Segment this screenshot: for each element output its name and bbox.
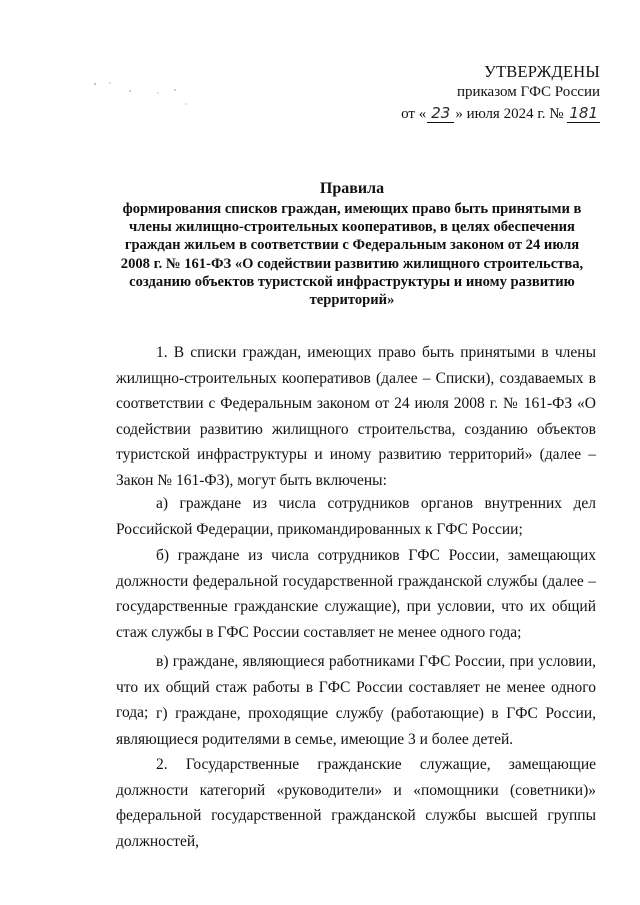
date-suffix: » июля 2024 г. № bbox=[455, 106, 564, 122]
paragraph-1v: в) граждане, являющиеся работниками ГФС России, при условии, что их общий стаж работы в ГФС России составляет не менее одного года; bbox=[116, 653, 596, 721]
approval-date-line bbox=[330, 104, 600, 123]
date-prefix: от « bbox=[401, 106, 427, 122]
approval-title: УТВЕРЖДЕНЫ bbox=[484, 62, 600, 81]
document-subtitle: формирования списков граждан, имеющих право быть принятыми в члены жилищно-строительных кооперативов, в целях обеспечения граждан жильем в соответствии с Федеральным законом от 24 июля 2008 г. № 161-ФЗ «О содействии развитию жилищного строительства, созданию объектов туристской инфраструктуры и иному развитию территорий» bbox=[120, 201, 584, 309]
paragraph-1g: г) граждане, проходящие службу (работающие) в ГФС России, являющиеся родителями в семье, имеющие 3 и более детей. bbox=[116, 705, 596, 748]
paragraph-1b: б) граждане из числа сотрудников ГФС России, замещающих должности федеральной государственной гражданской службы (далее – государственные гражданские служащие), при условии, что их общий стаж службы в ГФС России составляет не менее одного года; bbox=[116, 547, 596, 641]
scan-speck bbox=[129, 90, 130, 91]
paragraph-2: 2. Государственные гражданские служащие, замещающие должности категорий «руководители» и «помощники (советники)» федеральной государственной гражданской службы высшей группы должностей, bbox=[116, 756, 596, 850]
scan-speck bbox=[157, 92, 158, 93]
approval-order-line: приказом ГФС России bbox=[456, 84, 600, 100]
scan-speck bbox=[109, 82, 110, 83]
handwritten-order-number: 181 bbox=[569, 104, 598, 122]
document-title: Правила bbox=[319, 180, 385, 197]
scan-speck bbox=[174, 89, 175, 90]
scan-speck bbox=[185, 103, 186, 104]
paragraph-1: 1. В списки граждан, имеющих право быть принятыми в члены жилищно-строительных кооперативов (далее – Списки), создаваемых в соответствии с Федеральным законом от 24 июля 2008 г. № 161-ФЗ «О содействии развитию жилищного строительства, созданию объектов туристской инфраструктуры и иному развитию территорий» (далее – Закон № 161-ФЗ), могут быть включены: bbox=[116, 344, 596, 489]
paragraph-1a: а) граждане из числа сотрудников органов внутренних дел Российской Федерации, прикомандированных к ГФС России; bbox=[116, 495, 596, 538]
handwritten-date-day: 23 bbox=[427, 104, 454, 123]
scan-speck bbox=[94, 83, 96, 85]
